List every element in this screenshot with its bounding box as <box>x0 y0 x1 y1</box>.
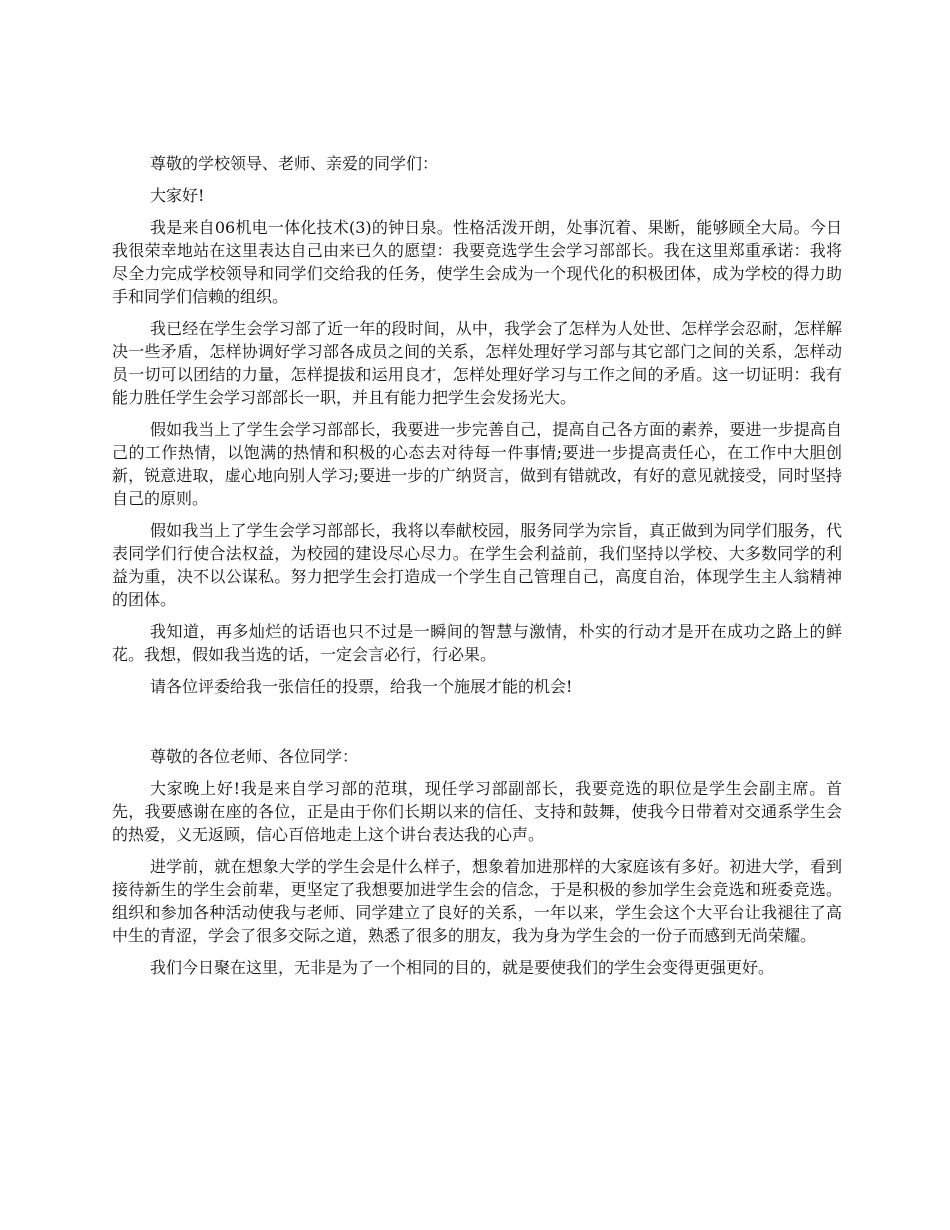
speech1-paragraph: 我是来自06机电一体化技术(3)的钟日泉。性格活泼开朗，处事沉着、果断，能够顾全大局。今日我很荣幸地站在这里表达自己由来已久的愿望：我要竞选学生会学习部部长。我在这里郑重承诺：我将尽全力完成学校领导和同学们交给我的任务，使学生会成为一个现代化的积极团体，成为学校的得力助手和同学们信赖的组织。 <box>112 218 842 306</box>
speech1-paragraph: 我知道，再多灿烂的话语也只不过是一瞬间的智慧与激情，朴实的行动才是开在成功之路上的鲜花。我想，假如我当选的话，一定会言必行，行必果。 <box>112 622 842 664</box>
document-page <box>112 152 842 988</box>
speech1-paragraph: 我已经在学生会学习部了近一年的段时间，从中，我学会了怎样为人处世、怎样学会忍耐，怎样解决一些矛盾，怎样协调好学习部各成员之间的关系，怎样处理好学习部与其它部门之间的关系，怎样动员一切可以团结的力量，怎样提拔和运用良才，怎样处理好学习与工作之间的矛盾。这一切证明：我有能力胜任学生会学习部部长一职，并且有能力把学生会发扬光大。 <box>112 319 842 407</box>
speech1-paragraph: 假如我当上了学生会学习部部长，我将以奉献校园，服务同学为宗旨，真正做到为同学们服务，代表同学们行使合法权益，为校园的建设尽心尽力。在学生会利益前，我们坚持以学校、大多数同学的利益为重，决不以公谋私。努力把学生会打造成一个学生自己管理自己，高度自治，体现学生主人翁精神的团体。 <box>112 521 842 609</box>
speech2-greeting: 尊敬的各位老师、各位同学： <box>150 747 359 766</box>
speech1-paragraph: 请各位评委给我一张信任的投票，给我一个施展才能的机会! <box>150 677 573 696</box>
section-gap <box>112 707 842 745</box>
speech1-greeting: 尊敬的学校领导、老师、亲爱的同学们： <box>150 154 439 173</box>
speech2-paragraph: 我们今日聚在这里，无非是为了一个相同的目的，就是要使我们的学生会变得更强更好。 <box>150 958 775 977</box>
speech2-paragraph: 大家晚上好!我是来自学习部的范琪，现任学习部副部长，我要竞选的职位是学生会副主席。首先，我要感谢在座的各位，正是由于你们长期以来的信任、支持和鼓舞，使我今日带着对交通系学生会的热爱，义无返顾，信心百倍地走上这个讲台表达我的心声。 <box>112 779 842 844</box>
speech1-hello: 大家好! <box>150 186 205 205</box>
speech2-paragraph: 进学前，就在想象大学的学生会是什么样子，想象着加进那样的大家庭该有多好。初进大学，看到接待新生的学生会前辈，更坚定了我想要加进学生会的信念，于是积极的参加学生会竞选和班委竞选。组织和参加各种活动使我与老师、同学建立了良好的关系，一年以来，学生会这个大平台让我褪往了高中生的青涩，学会了很多交际之道，熟悉了很多的朋友，我为身为学生会的一份子而感到无尚荣耀。 <box>112 857 842 945</box>
speech1-paragraph: 假如我当上了学生会学习部部长，我要进一步完善自己，提高自己各方面的素养，要进一步提高自己的工作热情，以饱满的热情和积极的心态去对待每一件事情;要进一步提高责任心，在工作中大胆创新，锐意进取，虚心地向别人学习;要进一步的广纳贤言，做到有错就改，有好的意见就接受，同时坚持自己的原则。 <box>112 420 842 508</box>
